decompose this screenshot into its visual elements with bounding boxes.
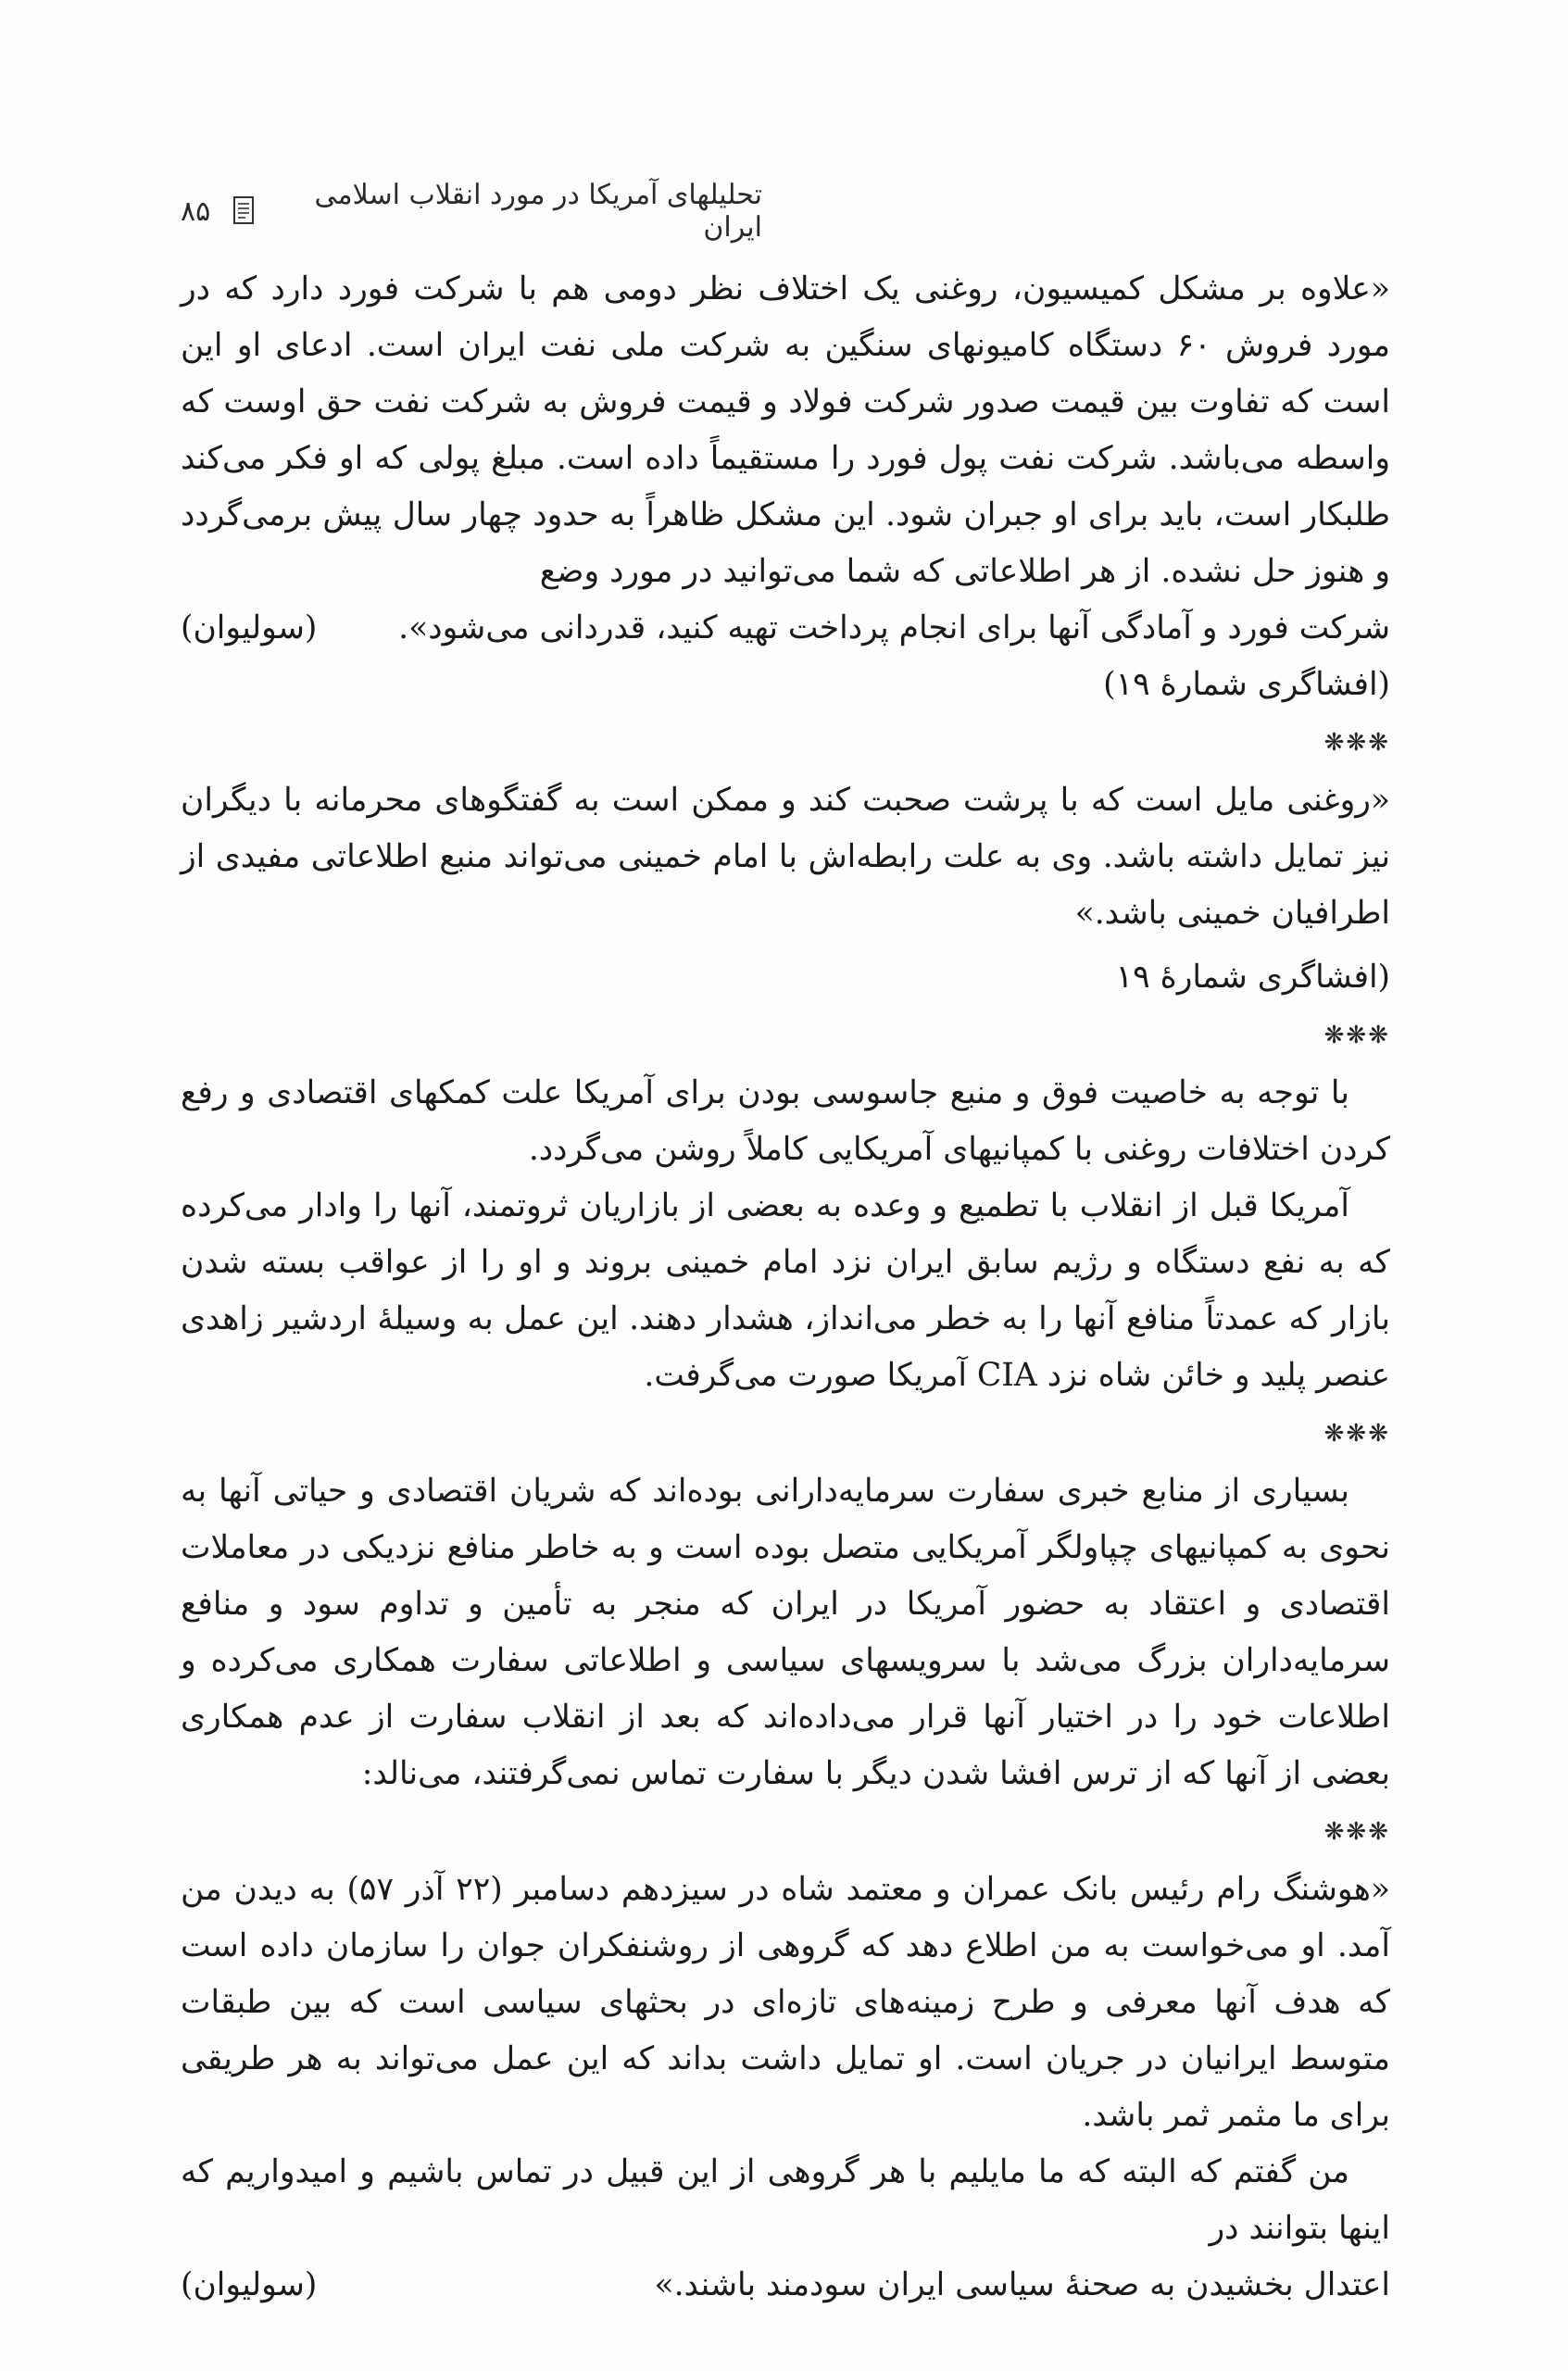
page-body (181, 261, 1390, 2314)
quote-text: «هوشنگ رام رئیس بانک عمران و معتمد شاه در سیزدهم دسامبر (۲۲ آذر ۵۷) به دیدن من آمد. او می‌خواست به من اطلاع دهد که گروهی از روشنفکران جوان را سازمان داده است که هدف آنها معرفی و طرح زمینه‌های تازه‌ای در بحثهای سیاسی است که بین طبقات متوسط ایرانیان در جریان است. او تمایل داشت بداند که این عمل می‌تواند به هر طریقی برای ما مثمر ثمر باشد. (181, 1871, 1390, 2134)
commentary-bazaar (181, 1065, 1390, 1404)
quote-roghani-khomeini (181, 772, 1390, 1006)
quote-closing-line (181, 2257, 1390, 2314)
paragraph: من گفتم که البته که ما مایلیم با هر گروهی از این قبیل در تماس باشیم و امیدواریم که اینها بتوانند در (181, 2153, 1390, 2247)
section-separator: ❋❋❋ (1323, 1420, 1390, 1448)
paragraph: آمریکا قبل از انقلاب با تطمیع و وعده به بعضی از بازاریان ثروتمند، آنها را وادار می‌کرده که به نفع دستگاه و رژیم سابق ایران نزد امام خمینی بروند و او را از عواقب بسته شدن بازار که عمدتاً منافع آنها را به خطر می‌انداز، هشدار دهند. این عمل به وسیلهٔ اردشیر زاهدی عنصر پلید و خائن شاه نزد CIA آمریکا صورت می‌گرفت. (181, 1187, 1390, 1394)
section-separator: ❋❋❋ (1323, 1818, 1390, 1846)
source-citation: (افشاگری شمارهٔ ۱۹) (1103, 666, 1390, 703)
page-number: ۸۵ (181, 194, 211, 228)
quote-roghani-ford (181, 261, 1390, 713)
quote-text: «روغنی مایل است که با پرشت صحبت کند و ممکن است به گفتگوهای محرمانه با دیگران نیز تمایل داشته باشد. وی به علت رابطه‌اش با امام خمینی می‌تواند منبع اطلاعاتی مفیدی از اطرافیان خمینی باشد.» (181, 782, 1390, 932)
paragraph: با توجه به خاصیت فوق و منبع جاسوسی بودن برای آمریکا علت کمکهای اقتصادی و رفع کردن اختلافات روغنی با کمپانیهای آمریکایی کاملاً روشن می‌گردد. (181, 1074, 1390, 1168)
commentary-capitalists (181, 1463, 1390, 1802)
paragraph: بسیاری از منابع خبری سفارت سرمایه‌دارانی بوده‌اند که شریان اقتصادی و حیاتی آنها به نحوی به کمپانیهای چپاولگر آمریکایی متصل بوده است و به خاطر منافع نزدیکی در معاملات اقتصادی و اعتقاد به حضور آمریکا در ایران که منجر به تأمین و تداوم سود و منافع سرمایه‌داران بزرگ می‌شد با سرویسهای سیاسی و اطلاعاتی سفارت همکاری می‌کرده و اطلاعات خود را در اختیار آنها قرار می‌داده‌اند که بعد از انقلاب سفارت از عدم همکاری بعضی از آنها که از ترس افشا شدن دیگر با سفارت تماس نمی‌گرفتند، می‌نالد: (181, 1473, 1390, 1792)
book-icon (231, 195, 258, 227)
signature-sullivan: (سولیوان) (181, 2266, 318, 2303)
quote-text: «علاوه بر مشکل کمیسیون، روغنی یک اختلاف نظر دومی هم با شرکت فورد دارد که در مورد فروش ۶۰ دستگاه کامیونهای سنگین به شرکت ملی نفت ایران است. ادعای او این است که تفاوت بین قیمت صدور شرکت فولاد و قیمت فروش به شرکت نفت حق اوست که واسطه می‌باشد. شرکت نفت پول فورد را مستقیماً داده است. مبلغ پولی که او فکر می‌کند طلبکار است، باید برای او جبران شود. این مشکل ظاهراً به حدود چهار سال پیش برمی‌گردد و هنوز حل نشده. از هر اطلاعاتی که شما می‌توانید در مورد وضع (181, 270, 1390, 590)
quote-houshang-ram (181, 1862, 1390, 2314)
section-separator: ❋❋❋ (1323, 729, 1390, 757)
section-separator: ❋❋❋ (1323, 1022, 1390, 1049)
quote-last-line: شرکت فورد و آمادگی آنها برای انجام پرداخت تهیه کنید، قدردانی می‌شود». (398, 609, 1390, 646)
running-title: تحلیلهای آمریکا در مورد انقلاب اسلامی ایران (314, 179, 762, 244)
source-citation: (افشاگری شمارهٔ ۱۹ (1115, 959, 1390, 996)
signature-sullivan: (سولیوان) (181, 609, 318, 646)
quote-closing-line (181, 600, 1390, 657)
quote-last-line: اعتدال بخشیدن به صحنهٔ سیاسی ایران سودمند باشند.» (654, 2266, 1390, 2303)
running-header (181, 179, 762, 244)
